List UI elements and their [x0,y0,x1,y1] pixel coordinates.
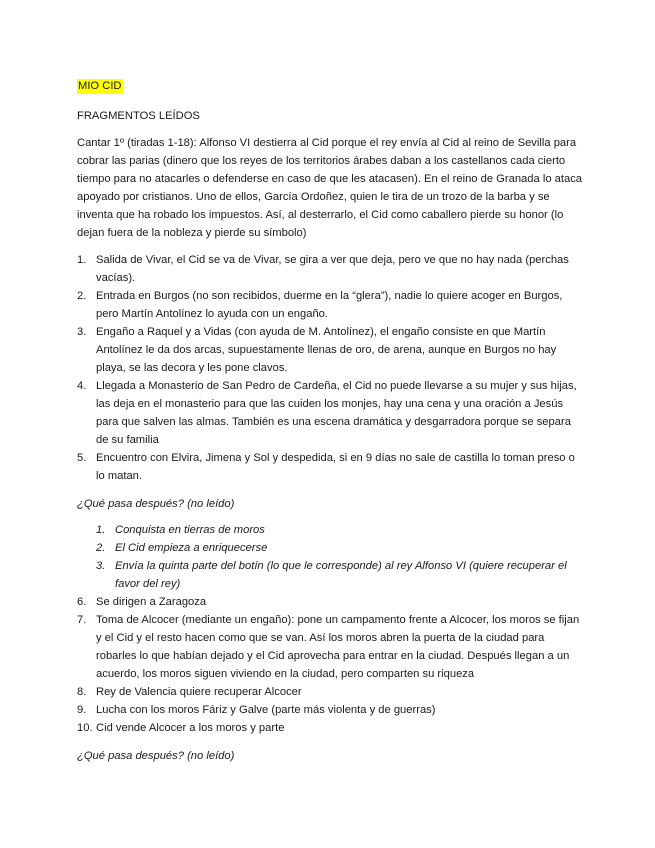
sublist-item [96,521,582,539]
list-item-text: Se dirigen a Zaragoza [96,596,207,608]
document-page [77,77,582,765]
list-item-text: Toma de Alcocer (mediante un engaño): pone un campamento frente a Alcocer, los moros se fijan y el Cid y el resto hacen como que se van. Así los moros abren la puerta de la ciudad para robarles lo que habían dejado y el Cid aprovecha para entrar en la ciudad. Después llegan a un acuerdo, los moros siguen viviendo en la ciudad, pero comparten su riqueza [96,614,580,680]
list-item-text: Llegada a Monasterio de San Pedro de Cardeña, el Cid no puede llevarse a su mujer y sus hijas, las deja en el monasterio para que las cuiden los monjes, hay una cena y una oración a Jesús para que salven las almas. También es una escena dramática y desgarradora porque se separa de su familia [96,380,577,446]
sublist-item-text: Conquista en tierras de moros [115,524,265,536]
list-item-text: Engaño a Raquel y a Vidas (con ayuda de M. Antolínez), el engaño consiste en que Martín Antolínez le da dos arcas, supuestamente llenas de oro, de arena, aunque en Burgos no hay playa, se las decora y les pone clavos. [96,326,557,374]
sublist-item-text: El Cid empieza a enriquecerse [115,542,268,554]
list-item-text: Lucha con los moros Fáriz y Galve (parte más violenta y de guerras) [96,704,436,716]
list-item-number: 4. [77,380,87,392]
list-item [77,287,582,323]
question-unread-1: ¿Qué pasa después? (no leído) [77,498,235,510]
sublist-item-number: 1. [96,524,106,536]
sublist-item-text: Envía la quinta parte del botín (lo que le corresponde) al rey Alfonso VI (quiere recuperar el favor del rey) [115,560,567,590]
list-item [77,719,582,737]
list-item-text: Rey de Valencia quiere recuperar Alcocer [96,686,302,698]
list-item-number: 7. [77,614,87,626]
list-item-number: 3. [77,326,87,338]
fragment-list [77,251,582,485]
question-unread-2: ¿Qué pasa después? (no leído) [77,750,235,762]
document-title: MIO CID [78,80,122,92]
list-item [77,593,582,611]
list-item-text: Entrada en Burgos (no son recibidos, duerme en la “glera”), nadie lo quiere acoger en Burgos, pero Martín Antolínez lo ayuda con un engaño. [96,290,563,320]
list-item [77,683,582,701]
list-item [77,449,582,485]
sublist-item [96,539,582,557]
list-item-number: 6. [77,596,87,608]
list-item-number: 8. [77,686,87,698]
list-item [77,611,582,683]
list-item-number: 1. [77,254,87,266]
list-item-number: 9. [77,704,87,716]
fragment-list-continued [77,593,582,737]
list-item-number: 10. [77,722,93,734]
section-heading: FRAGMENTOS LEÍDOS [77,110,200,122]
list-item-text: Salida de Vivar, el Cid se va de Vivar, se gira a ver que deja, pero ve que no hay nada (perchas vacías). [96,254,569,284]
unread-sublist [96,521,582,593]
list-item-text: Encuentro con Elvira, Jimena y Sol y despedida, si en 9 días no sale de castilla lo toman preso o lo matan. [96,452,575,482]
list-item [77,323,582,377]
list-item [77,251,582,287]
list-item [77,377,582,449]
list-item-number: 2. [77,290,87,302]
sublist-item-number: 2. [96,542,106,554]
list-item-number: 5. [77,452,87,464]
list-item-text: Cid vende Alcocer a los moros y parte [96,722,285,734]
intro-paragraph: Cantar 1º (tiradas 1-18): Alfonso VI destierra al Cid porque el rey envía al Cid al reino de Sevilla para cobrar las parias (dinero que los reyes de los territorios árabes daban a los castellanos cada cierto tiempo para no atacarles o defenderse en caso de que les atacasen). En el reino de Granada lo ataca apoyado por cristianos. Uno de ellos, García Ordoñez, quien le tira de un trozo de la barba y se inventa que ha robado los impuestos. Así, al desterrarlo, el Cid como caballero pierde su honor (lo dejan fuera de la nobleza y pierde su símbolo) [77,137,583,239]
sublist-item [96,557,582,593]
sublist-item-number: 3. [96,560,106,572]
list-item [77,701,582,719]
